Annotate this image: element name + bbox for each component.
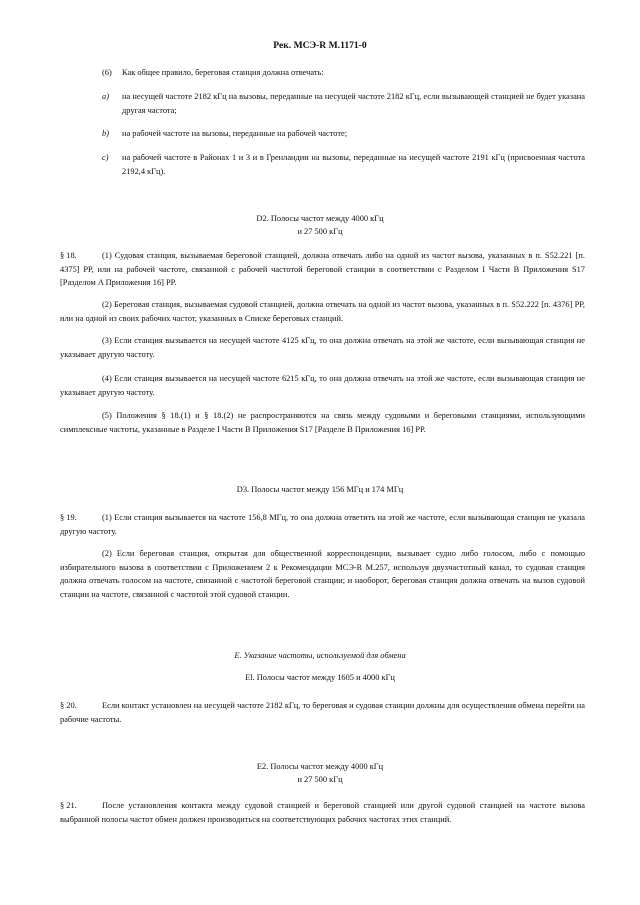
item-c-text: на рабочей частоте в Районах 1 и 3 и в Гренландии на вызовы, переданные на несущей частоте 2191 кГц (присвоенная частота 2192,4 кГц). [122,153,585,176]
item-a-text: на несущей частоте 2182 кГц на вызовы, переданные на несущей частоте 2182 кГц, если вызывающей станцией не будет указана другая частота; [122,92,585,115]
heading-d3: D3. Полосы частот между 156 МГц и 174 МГц [236,485,404,494]
paragraph-21 [60,799,585,826]
section-20-label: § 20. [60,701,77,710]
paragraph-18-5: (5) Положения § 18.(1) и § 18.(2) не распространяются на связь между судовыми и береговыми станциями, использующими симплексные частоты, указанные в Разделе I Части B Приложения S17 [Разделе B Приложения 16] РР. [60,411,585,434]
paragraph-18-1 [60,249,585,290]
intro-number: (6) [102,68,112,77]
heading-d2-line1: D2. Полосы частот между 4000 кГц [256,214,384,223]
section-19-label: § 19. [60,513,77,522]
paragraph-18-4: (4) Если станция вызывается на несущей частоте 6215 кГц, то она должна отвечать на этой же частоте, если вызывающая станция не указывает другую частоту. [60,374,585,397]
heading-d2-line2: и 27 500 кГц [297,227,343,236]
item-a-label: a) [102,92,109,101]
heading-e2-line2: и 27 500 кГц [297,775,343,784]
item-b-text: на рабочей частоте на вызовы, переданные на рабочей частоте; [122,129,348,138]
paragraph-21-text: После установления контакта между судовой станцией и береговой станцией или другой судовой станцией на частоте вызова выбранной полосы частот обмен должен производиться на соответствующих рабочих частотах этих станций. [60,801,585,824]
section-21-label: § 21. [60,801,77,810]
intro-text: Как общее правило, береговая станция должна отвечать: [122,68,324,77]
paragraph-18-2: (2) Береговая станция, вызываемая судовой станцией, должна отвечать на одной из частот вызова, указанных в п. S52.222 [п. 4376] РР, или на одной из своих рабочих частот, указанных в Списке береговых станций. [60,300,585,323]
page-header: Рек. МСЭ-R M.1171-0 [273,40,367,51]
item-c-label: c) [102,153,109,162]
heading-e: E. Указание частоты, используемой для обмена [234,651,406,660]
paragraph-19-2: (2) Если береговая станция, открытая для общественной корреспонденции, вызывает судно либо голосом, либо с помощью избирательного вызова в соответствии с Приложением 2 к Рекомендации МСЭ-R M.257, используя двухчастотный канал, то судовая станция должна отвечать голосом на частоте, связанной с частотой береговой станции; и наоборот, береговая станция должна отвечать на вызов судовой станции на частоте, связанной с частотой этой судовой станции. [60,549,585,599]
paragraph-20-text: Если контакт установлен на несущей частоте 2182 кГц, то береговая и судовая станции должны для осуществления обмена перейти на рабочие частоты. [60,701,585,724]
paragraph-19-1 [60,511,585,538]
heading-e1: El. Полосы частот между 1605 и 4000 кГц [245,673,395,682]
paragraph-18-1-text: (1) Судовая станция, вызываемая береговой станцией, должна отвечать либо на одной из частот вызова, указанных в п. S52.221 [п. 4375] РР, или на рабочей частоте, связанной с рабочей частотой береговой станции в соответствии с Разделом I Части B Приложения S17 [Разделом A Приложения 16] РР. [60,251,585,288]
paragraph-19-1-text: (1) Если станция вызывается на частоте 156,8 МГц, то она должна ответить на этой же частоте, если вызывающая станция не указала другую частоту. [60,513,585,536]
section-18-label: § 18. [60,251,77,260]
heading-e2-line1: E2. Полосы частот между 4000 кГц [256,762,384,771]
paragraph-20 [60,699,585,726]
paragraph-18-3: (3) Если станция вызывается на несущей частоте 4125 кГц, то она должна отвечать на этой же частоте, если вызывающая станция не указывает другую частоту. [60,336,585,359]
item-b-label: b) [102,129,109,138]
